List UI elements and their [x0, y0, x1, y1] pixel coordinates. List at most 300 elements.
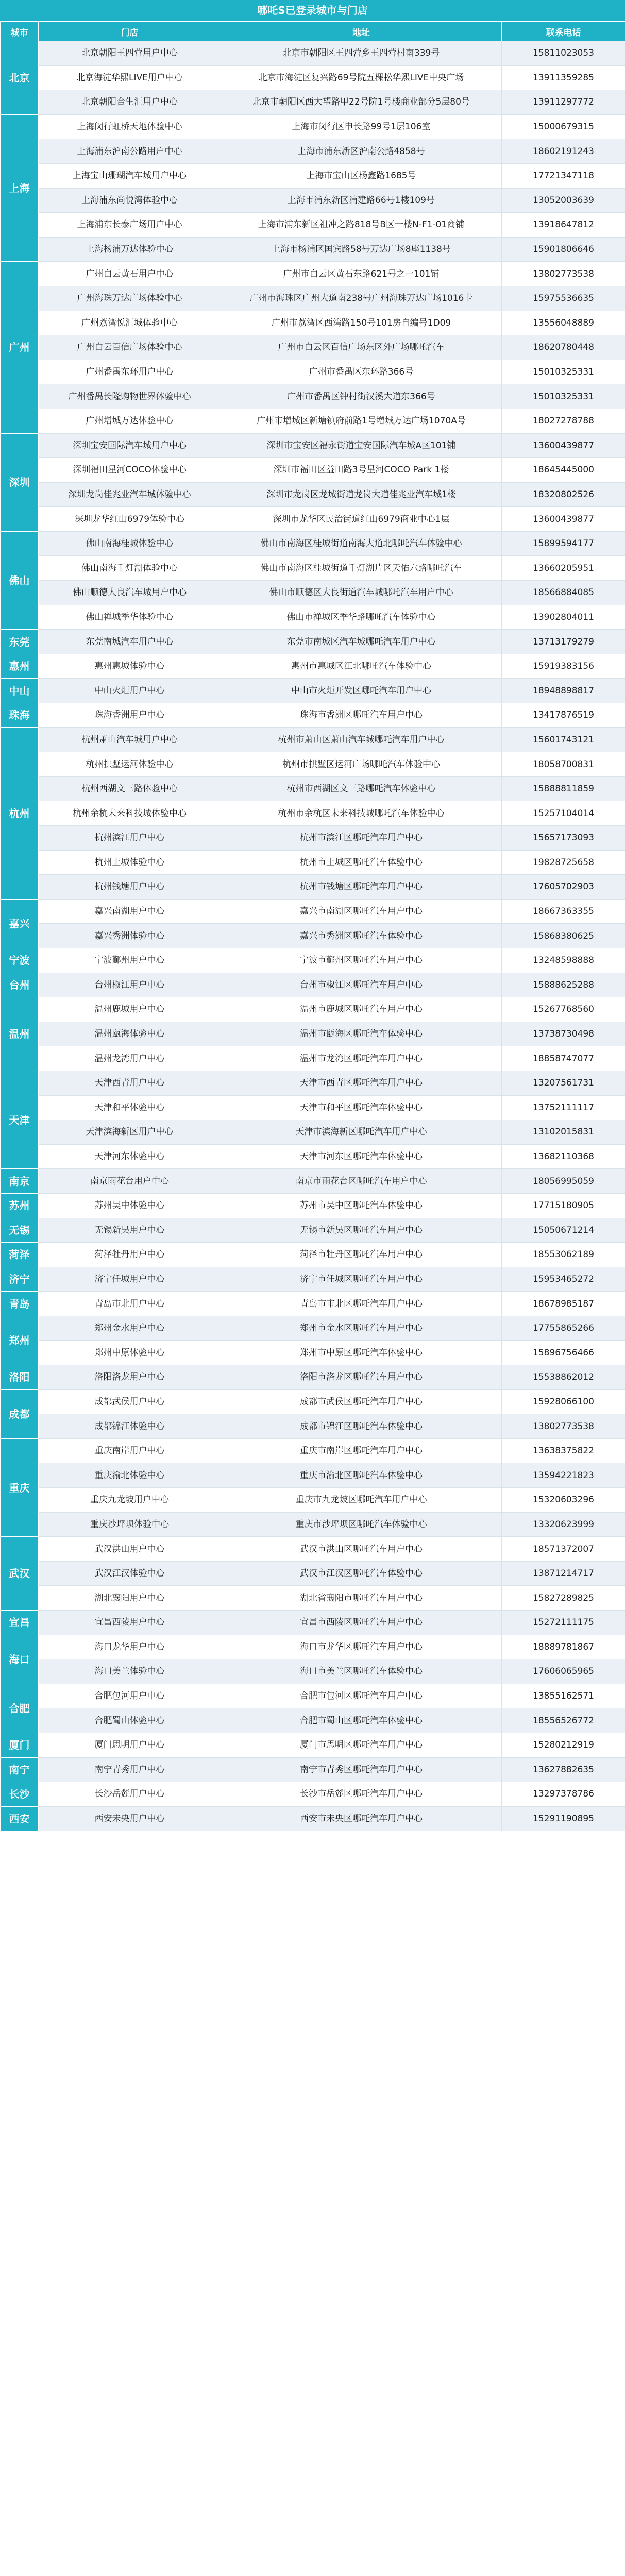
phone-cell: 13802773538: [502, 262, 625, 286]
store-name-cell: 宜昌西陵用户中心: [39, 1611, 221, 1635]
address-cell: 惠州市惠城区江北哪吒汽车体验中心: [221, 654, 502, 679]
store-name-cell: 天津滨海新区用户中心: [39, 1120, 221, 1145]
table-row: [1, 1512, 625, 1537]
city-cell: 青岛: [1, 1292, 39, 1316]
city-cell: 宜昌: [1, 1611, 39, 1635]
table-row: [1, 65, 625, 90]
address-cell: 广州市增城区新塘镇府前路1号增城万达广场1070A号: [221, 409, 502, 433]
table-row: [1, 1316, 625, 1341]
table-row: [1, 1438, 625, 1463]
table-row: [1, 1193, 625, 1218]
phone-cell: 18678985187: [502, 1292, 625, 1316]
store-name-cell: 济宁任城用户中心: [39, 1267, 221, 1292]
address-cell: 南京市雨花台区哪吒汽车用户中心: [221, 1169, 502, 1194]
phone-cell: 18858747077: [502, 1046, 625, 1071]
phone-cell: 15827289825: [502, 1586, 625, 1611]
store-name-cell: 东莞南城汽车用户中心: [39, 630, 221, 654]
address-cell: 杭州市上城区哪吒汽车体验中心: [221, 850, 502, 875]
phone-cell: 13248598888: [502, 948, 625, 973]
phone-cell: 15280212919: [502, 1733, 625, 1757]
address-cell: 厦门市思明区哪吒汽车用户中心: [221, 1733, 502, 1757]
store-name-cell: 天津和平体验中心: [39, 1095, 221, 1120]
table-row: [1, 262, 625, 286]
address-cell: 杭州市滨江区哪吒汽车用户中心: [221, 826, 502, 851]
city-cell: 深圳: [1, 433, 39, 531]
address-cell: 苏州市吴中区哪吒汽车体验中心: [221, 1193, 502, 1218]
table-row: [1, 286, 625, 311]
store-name-cell: 佛山南海桂城体验中心: [39, 531, 221, 556]
address-cell: 上海市浦东新区祖冲之路818号B区一楼N-F1-01商铺: [221, 213, 502, 238]
store-name-cell: 重庆南岸用户中心: [39, 1438, 221, 1463]
address-cell: 杭州市萧山区萧山汽车城哪吒汽车用户中心: [221, 727, 502, 752]
phone-cell: 13556048889: [502, 311, 625, 335]
store-name-cell: 西安未央用户中心: [39, 1806, 221, 1831]
address-cell: 温州市鹿城区哪吒汽车用户中心: [221, 997, 502, 1022]
address-cell: 北京市朝阳区王四营乡王四营村南339号: [221, 41, 502, 66]
table-row: [1, 1144, 625, 1169]
store-name-cell: 深圳龙华红山6979体验中心: [39, 507, 221, 532]
store-name-cell: 珠海香洲用户中心: [39, 703, 221, 728]
store-name-cell: 天津西青用户中心: [39, 1071, 221, 1095]
phone-cell: 13911297772: [502, 90, 625, 115]
store-name-cell: 深圳龙岗佳兆业汽车城体验中心: [39, 482, 221, 507]
address-cell: 郑州市金水区哪吒汽车用户中心: [221, 1316, 502, 1341]
city-cell: 宁波: [1, 948, 39, 973]
address-cell: 杭州市余杭区未来科技城哪吒汽车体验中心: [221, 801, 502, 826]
phone-cell: 13713179279: [502, 630, 625, 654]
phone-cell: 15257104014: [502, 801, 625, 826]
store-name-cell: 无锡新吴用户中心: [39, 1218, 221, 1243]
store-name-cell: 南京雨花台用户中心: [39, 1169, 221, 1194]
phone-cell: 18667363355: [502, 899, 625, 924]
store-name-cell: 广州海珠万达广场体验中心: [39, 286, 221, 311]
city-cell: 南京: [1, 1169, 39, 1194]
store-name-cell: 台州椒江用户中心: [39, 973, 221, 997]
store-name-cell: 杭州余杭未来科技城体验中心: [39, 801, 221, 826]
address-cell: 重庆市沙坪坝区哪吒汽车体验中心: [221, 1512, 502, 1537]
phone-cell: 15538862012: [502, 1365, 625, 1390]
phone-cell: 15811023053: [502, 41, 625, 66]
table-row: [1, 1365, 625, 1390]
address-cell: 深圳市福田区益田路3号星河COCO Park 1楼: [221, 458, 502, 483]
store-name-cell: 北京朝阳合生汇用户中心: [39, 90, 221, 115]
phone-cell: 13871214717: [502, 1561, 625, 1586]
table-row: [1, 605, 625, 630]
table-row: [1, 752, 625, 777]
address-cell: 广州市番禺区东环路366号: [221, 360, 502, 384]
store-name-cell: 上海宝山珊瑚汽车城用户中心: [39, 163, 221, 188]
store-name-cell: 海口美兰体验中心: [39, 1659, 221, 1684]
city-cell: 长沙: [1, 1782, 39, 1807]
table-row: [1, 1267, 625, 1292]
address-cell: 广州市荔湾区西湾路150号101房自编号1D09: [221, 311, 502, 335]
city-cell: 温州: [1, 997, 39, 1071]
table-row: [1, 1022, 625, 1046]
table-row: [1, 1782, 625, 1807]
address-cell: 佛山市南海区桂城街道南海大道北哪吒汽车体验中心: [221, 531, 502, 556]
store-name-cell: 杭州钱塘用户中心: [39, 875, 221, 900]
table-row: [1, 531, 625, 556]
phone-cell: 13297378786: [502, 1782, 625, 1807]
phone-cell: 18056995059: [502, 1169, 625, 1194]
table-row: [1, 163, 625, 188]
table-row: [1, 90, 625, 115]
table-row: [1, 679, 625, 703]
phone-cell: 13911359285: [502, 65, 625, 90]
city-cell: 海口: [1, 1635, 39, 1684]
city-cell: 广州: [1, 262, 39, 433]
address-cell: 佛山市南海区桂城街道千灯湖片区天佑六路哪吒汽车: [221, 556, 502, 581]
store-name-cell: 佛山顺德大良汽车城用户中心: [39, 581, 221, 605]
header-city: 城市: [1, 22, 39, 41]
phone-cell: 15657173093: [502, 826, 625, 851]
table-row: [1, 1733, 625, 1757]
store-name-cell: 苏州吴中体验中心: [39, 1193, 221, 1218]
address-cell: 天津市和平区哪吒汽车体验中心: [221, 1095, 502, 1120]
city-cell: 中山: [1, 679, 39, 703]
address-cell: 温州市龙湾区哪吒汽车用户中心: [221, 1046, 502, 1071]
address-cell: 成都市武侯区哪吒汽车用户中心: [221, 1389, 502, 1414]
city-cell: 菏泽: [1, 1243, 39, 1267]
phone-cell: 18645445000: [502, 458, 625, 483]
store-name-cell: 深圳宝安国际汽车城用户中心: [39, 433, 221, 458]
table-row: [1, 1341, 625, 1365]
address-cell: 无锡市新吴区哪吒汽车用户中心: [221, 1218, 502, 1243]
phone-cell: 15601743121: [502, 727, 625, 752]
table-header-row: [1, 22, 625, 41]
phone-cell: 15975536635: [502, 286, 625, 311]
store-name-cell: 中山火炬用户中心: [39, 679, 221, 703]
store-name-cell: 广州增城万达体验中心: [39, 409, 221, 433]
table-row: [1, 1561, 625, 1586]
city-cell: 台州: [1, 973, 39, 997]
table-row: [1, 776, 625, 801]
phone-cell: 15919383156: [502, 654, 625, 679]
store-name-cell: 合肥包河用户中心: [39, 1684, 221, 1708]
address-cell: 嘉兴市南湖区哪吒汽车用户中心: [221, 899, 502, 924]
table-row: [1, 1169, 625, 1194]
store-name-cell: 长沙岳麓用户中心: [39, 1782, 221, 1807]
table-body: [1, 41, 625, 1831]
phone-cell: 18948898817: [502, 679, 625, 703]
store-name-cell: 郑州中原体验中心: [39, 1341, 221, 1365]
store-name-cell: 温州瓯海体验中心: [39, 1022, 221, 1046]
store-name-cell: 广州白云百信广场体验中心: [39, 335, 221, 360]
phone-cell: 13594221823: [502, 1463, 625, 1488]
city-cell: 重庆: [1, 1438, 39, 1536]
address-cell: 广州市白云区黄石东路621号之一101铺: [221, 262, 502, 286]
table-row: [1, 188, 625, 213]
address-cell: 湖北省襄阳市哪吒汽车用户中心: [221, 1586, 502, 1611]
store-name-cell: 杭州滨江用户中心: [39, 826, 221, 851]
phone-cell: 17605702903: [502, 875, 625, 900]
table-row: [1, 1684, 625, 1708]
address-cell: 温州市瓯海区哪吒汽车体验中心: [221, 1022, 502, 1046]
header-phone: 联系电话: [502, 22, 625, 41]
store-name-cell: 成都锦江体验中心: [39, 1414, 221, 1439]
address-cell: 上海市杨浦区国宾路58号万达广场8座1138号: [221, 237, 502, 262]
address-cell: 天津市滨海新区哪吒汽车用户中心: [221, 1120, 502, 1145]
phone-cell: 13802773538: [502, 1414, 625, 1439]
table-row: [1, 1292, 625, 1316]
phone-cell: 18566884085: [502, 581, 625, 605]
table-row: [1, 1218, 625, 1243]
phone-cell: 15050671214: [502, 1218, 625, 1243]
table-row: [1, 1071, 625, 1095]
city-cell: 嘉兴: [1, 899, 39, 948]
page-title: 哪吒S已登录城市与门店: [0, 0, 625, 22]
store-name-cell: 温州鹿城用户中心: [39, 997, 221, 1022]
address-cell: 成都市锦江区哪吒汽车体验中心: [221, 1414, 502, 1439]
store-name-cell: 天津河东体验中心: [39, 1144, 221, 1169]
table-row: [1, 875, 625, 900]
phone-cell: 13902804011: [502, 605, 625, 630]
address-cell: 北京市朝阳区西大望路甲22号院1号楼商业部分5层80号: [221, 90, 502, 115]
address-cell: 长沙市岳麓区哪吒汽车用户中心: [221, 1782, 502, 1807]
table-row: [1, 899, 625, 924]
store-name-cell: 海口龙华用户中心: [39, 1635, 221, 1659]
phone-cell: 15901806646: [502, 237, 625, 262]
phone-cell: 15291190895: [502, 1806, 625, 1831]
table-row: [1, 1757, 625, 1782]
address-cell: 中山市火炬开发区哪吒汽车用户中心: [221, 679, 502, 703]
table-row: [1, 973, 625, 997]
table-row: [1, 850, 625, 875]
phone-cell: 18320802526: [502, 482, 625, 507]
store-name-cell: 成都武侯用户中心: [39, 1389, 221, 1414]
city-cell: 佛山: [1, 531, 39, 629]
table-row: [1, 360, 625, 384]
table-row: [1, 311, 625, 335]
store-name-cell: 青岛市北用户中心: [39, 1292, 221, 1316]
table-row: [1, 556, 625, 581]
store-name-cell: 深圳福田星河COCO体验中心: [39, 458, 221, 483]
address-cell: 深圳市宝安区福永街道宝安国际汽车城A区101铺: [221, 433, 502, 458]
store-name-cell: 杭州上城体验中心: [39, 850, 221, 875]
city-cell: 杭州: [1, 727, 39, 899]
phone-cell: 15928066100: [502, 1389, 625, 1414]
table-row: [1, 1611, 625, 1635]
table-row: [1, 1389, 625, 1414]
table-row: [1, 139, 625, 164]
table-row: [1, 1414, 625, 1439]
address-cell: 天津市河东区哪吒汽车体验中心: [221, 1144, 502, 1169]
phone-cell: 18027278788: [502, 409, 625, 433]
phone-cell: 18556526772: [502, 1708, 625, 1733]
table-row: [1, 1046, 625, 1071]
phone-cell: 18553062189: [502, 1243, 625, 1267]
address-cell: 杭州市西湖区文三路哪吒汽车体验中心: [221, 776, 502, 801]
store-name-cell: 重庆沙坪坝体验中心: [39, 1512, 221, 1537]
table-row: [1, 409, 625, 433]
address-cell: 深圳市龙岗区龙城街道龙岗大道佳兆业汽车城1楼: [221, 482, 502, 507]
store-table: [0, 22, 625, 1831]
address-cell: 武汉市江汉区哪吒汽车体验中心: [221, 1561, 502, 1586]
phone-cell: 15888625288: [502, 973, 625, 997]
store-name-cell: 上海浦东尚悦湾体验中心: [39, 188, 221, 213]
store-name-cell: 洛阳洛龙用户中心: [39, 1365, 221, 1390]
store-name-cell: 上海杨浦万达体验中心: [39, 237, 221, 262]
table-row: [1, 801, 625, 826]
city-cell: 苏州: [1, 1193, 39, 1218]
table-row: [1, 507, 625, 532]
header-store: 门店: [39, 22, 221, 41]
store-name-cell: 宁波鄞州用户中心: [39, 948, 221, 973]
phone-cell: 17755865266: [502, 1316, 625, 1341]
address-cell: 海口市龙华区哪吒汽车用户中心: [221, 1635, 502, 1659]
address-cell: 洛阳市洛龙区哪吒汽车用户中心: [221, 1365, 502, 1390]
phone-cell: 17721347118: [502, 163, 625, 188]
address-cell: 广州市白云区百信广场东区外广场哪吒汽车: [221, 335, 502, 360]
address-cell: 重庆市南岸区哪吒汽车用户中心: [221, 1438, 502, 1463]
table-row: [1, 581, 625, 605]
table-row: [1, 727, 625, 752]
phone-cell: 18571372007: [502, 1537, 625, 1562]
store-name-cell: 菏泽牡丹用户中心: [39, 1243, 221, 1267]
store-name-cell: 嘉兴南湖用户中心: [39, 899, 221, 924]
table-row: [1, 1095, 625, 1120]
store-name-cell: 上海浦东长泰广场用户中心: [39, 213, 221, 238]
phone-cell: 13417876519: [502, 703, 625, 728]
table-row: [1, 630, 625, 654]
address-cell: 宜昌市西陵区哪吒汽车用户中心: [221, 1611, 502, 1635]
city-cell: 珠海: [1, 703, 39, 728]
store-name-cell: 嘉兴秀洲体验中心: [39, 924, 221, 948]
store-name-cell: 上海闵行虹桥天地体验中心: [39, 114, 221, 139]
phone-cell: 17715180905: [502, 1193, 625, 1218]
table-row: [1, 114, 625, 139]
table-row: [1, 654, 625, 679]
address-cell: 杭州市拱墅区运河广场哪吒汽车体验中心: [221, 752, 502, 777]
phone-cell: 15010325331: [502, 360, 625, 384]
address-cell: 合肥市包河区哪吒汽车用户中心: [221, 1684, 502, 1708]
store-name-cell: 惠州惠城体验中心: [39, 654, 221, 679]
city-cell: 天津: [1, 1071, 39, 1168]
phone-cell: 15320603296: [502, 1488, 625, 1513]
address-cell: 台州市椒江区哪吒汽车用户中心: [221, 973, 502, 997]
table-row: [1, 924, 625, 948]
phone-cell: 18620780448: [502, 335, 625, 360]
address-cell: 北京市海淀区复兴路69号院五棵松华熙LIVE中央广场: [221, 65, 502, 90]
city-cell: 无锡: [1, 1218, 39, 1243]
city-cell: 武汉: [1, 1537, 39, 1611]
phone-cell: 13752111117: [502, 1095, 625, 1120]
city-cell: 北京: [1, 41, 39, 115]
store-name-cell: 广州番禺长隆购物世界体验中心: [39, 384, 221, 409]
table-row: [1, 458, 625, 483]
phone-cell: 13682110368: [502, 1144, 625, 1169]
table-row: [1, 1463, 625, 1488]
store-name-cell: 北京海淀华熙LIVE用户中心: [39, 65, 221, 90]
table-row: [1, 237, 625, 262]
phone-cell: 15888811859: [502, 776, 625, 801]
city-cell: 郑州: [1, 1316, 39, 1365]
table-row: [1, 1243, 625, 1267]
phone-cell: 13320623999: [502, 1512, 625, 1537]
phone-cell: 13600439877: [502, 433, 625, 458]
table-row: [1, 41, 625, 66]
phone-cell: 17606065965: [502, 1659, 625, 1684]
city-cell: 上海: [1, 114, 39, 262]
phone-cell: 15896756466: [502, 1341, 625, 1365]
table-row: [1, 1120, 625, 1145]
store-name-cell: 武汉江汉体验中心: [39, 1561, 221, 1586]
phone-cell: 15868380625: [502, 924, 625, 948]
store-name-cell: 杭州西湖文三路体验中心: [39, 776, 221, 801]
store-name-cell: 广州荔湾悦汇城体验中心: [39, 311, 221, 335]
table-row: [1, 1586, 625, 1611]
city-cell: 东莞: [1, 630, 39, 654]
city-cell: 厦门: [1, 1733, 39, 1757]
phone-cell: 13102015831: [502, 1120, 625, 1145]
store-name-cell: 重庆渝北体验中心: [39, 1463, 221, 1488]
address-cell: 佛山市顺德区大良街道汽车城哪吒汽车用户中心: [221, 581, 502, 605]
store-name-cell: 厦门思明用户中心: [39, 1733, 221, 1757]
store-name-cell: 重庆九龙坡用户中心: [39, 1488, 221, 1513]
address-cell: 东莞市南城区汽车城哪吒汽车用户中心: [221, 630, 502, 654]
phone-cell: 18889781867: [502, 1635, 625, 1659]
phone-cell: 15899594177: [502, 531, 625, 556]
store-name-cell: 杭州萧山汽车城用户中心: [39, 727, 221, 752]
phone-cell: 13660205951: [502, 556, 625, 581]
phone-cell: 15010325331: [502, 384, 625, 409]
address-cell: 上海市浦东新区浦建路66号1楼109号: [221, 188, 502, 213]
table-row: [1, 433, 625, 458]
address-cell: 上海市宝山区杨鑫路1685号: [221, 163, 502, 188]
phone-cell: 13738730498: [502, 1022, 625, 1046]
address-cell: 天津市西青区哪吒汽车用户中心: [221, 1071, 502, 1095]
store-name-cell: 温州龙湾用户中心: [39, 1046, 221, 1071]
store-name-cell: 郑州金水用户中心: [39, 1316, 221, 1341]
store-name-cell: 合肥蜀山体验中心: [39, 1708, 221, 1733]
table-row: [1, 482, 625, 507]
city-cell: 西安: [1, 1806, 39, 1831]
city-cell: 惠州: [1, 654, 39, 679]
store-name-cell: 南宁青秀用户中心: [39, 1757, 221, 1782]
table-row: [1, 1708, 625, 1733]
table-row: [1, 384, 625, 409]
table-row: [1, 1806, 625, 1831]
table-row: [1, 826, 625, 851]
store-name-cell: 广州白云黄石用户中心: [39, 262, 221, 286]
store-name-cell: 北京朝阳王四营用户中心: [39, 41, 221, 66]
address-cell: 广州市海珠区广州大道南238号广州海珠万达广场1016卡: [221, 286, 502, 311]
address-cell: 杭州市钱塘区哪吒汽车用户中心: [221, 875, 502, 900]
address-cell: 珠海市香洲区哪吒汽车用户中心: [221, 703, 502, 728]
phone-cell: 18058700831: [502, 752, 625, 777]
phone-cell: 19828725658: [502, 850, 625, 875]
address-cell: 郑州市中原区哪吒汽车体验中心: [221, 1341, 502, 1365]
address-cell: 上海市闵行区申长路99号1层106室: [221, 114, 502, 139]
phone-cell: 15953465272: [502, 1267, 625, 1292]
phone-cell: 15272111175: [502, 1611, 625, 1635]
table-row: [1, 997, 625, 1022]
phone-cell: 13600439877: [502, 507, 625, 532]
store-name-cell: 上海浦东沪南公路用户中心: [39, 139, 221, 164]
address-cell: 嘉兴市秀洲区哪吒汽车体验中心: [221, 924, 502, 948]
phone-cell: 15267768560: [502, 997, 625, 1022]
table-row: [1, 1635, 625, 1659]
table-row: [1, 335, 625, 360]
table-row: [1, 1488, 625, 1513]
phone-cell: 15000679315: [502, 114, 625, 139]
header-address: 地址: [221, 22, 502, 41]
address-cell: 广州市番禺区钟村街汉溪大道东366号: [221, 384, 502, 409]
table-row: [1, 1659, 625, 1684]
table-row: [1, 948, 625, 973]
address-cell: 重庆市渝北区哪吒汽车体验中心: [221, 1463, 502, 1488]
address-cell: 青岛市市北区哪吒汽车用户中心: [221, 1292, 502, 1316]
